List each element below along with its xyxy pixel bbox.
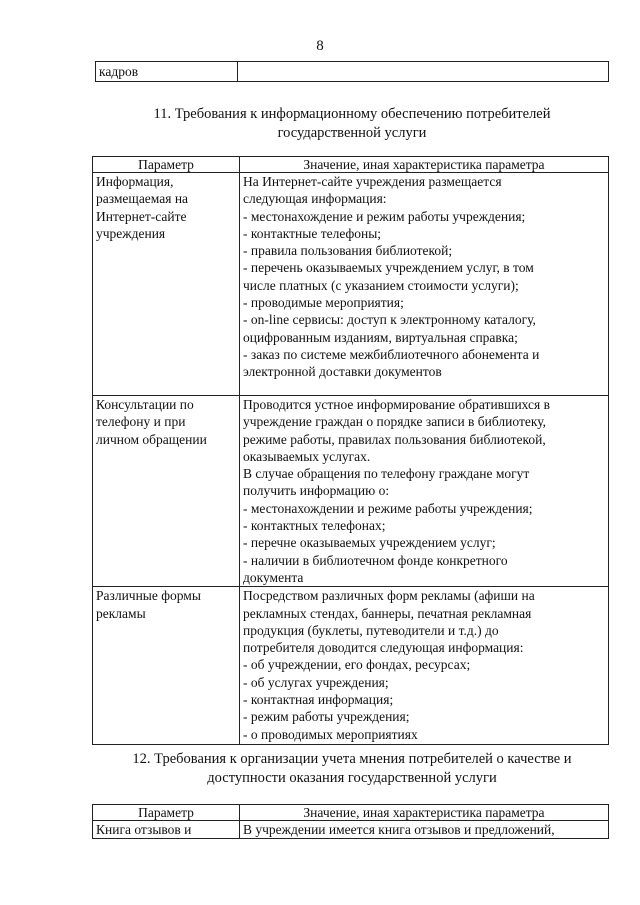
cell-line: получить информацию о:	[243, 483, 390, 499]
cell-line: продукция (буклеты, путеводители и т.д.) до	[243, 622, 499, 638]
heading-line: 11. Требования к информационному обеспечению потребителей	[153, 106, 551, 122]
table-row	[93, 396, 609, 587]
cell-line: электронной доставки документов	[243, 364, 442, 380]
page-number: 8	[316, 38, 324, 54]
cell-line: В случае обращения по телефону граждане могут	[243, 466, 530, 482]
cell-line: учреждения	[96, 225, 166, 241]
cell-line: режиме работы, правилах пользования библиотекой,	[243, 431, 546, 447]
heading-line: государственной услуги	[277, 125, 427, 141]
param-cell: Книга отзывов и	[93, 821, 240, 839]
cell-line: Проводится устное информирование обратившихся в	[243, 397, 550, 412]
cell-line: - об учреждении, его фондах, ресурсах;	[243, 657, 471, 673]
cell-line: потребителя доводится следующая информация:	[243, 640, 524, 656]
column-header-value: Значение, иная характеристика параметра	[240, 157, 609, 173]
table-row	[93, 587, 609, 745]
cell-line: Консультации по	[96, 397, 194, 412]
param-cell	[93, 587, 240, 745]
cell-line: - контактные телефоны;	[243, 225, 382, 241]
table-cell: кадров	[96, 62, 238, 82]
cell-line: рекламы	[96, 605, 146, 621]
info-requirements-table	[92, 156, 609, 745]
param-cell	[93, 173, 240, 396]
cell-line: - наличии в библиотечном фонде конкретного	[243, 552, 508, 568]
cell-line: - контактных телефонах;	[243, 518, 386, 534]
column-header-param: Параметр	[93, 157, 240, 173]
column-header-param: Параметр	[93, 805, 240, 821]
table-header-row	[93, 157, 609, 173]
cell-line: На Интернет-сайте учреждения размещается	[243, 174, 502, 189]
cell-line: - перечень оказываемых учреждением услуг, в том	[243, 260, 534, 276]
cell-line: - on-line сервисы: доступ к электронному каталогу,	[243, 312, 536, 328]
cell-line: - заказ по системе межбиблиотечного абонемента и	[243, 346, 540, 362]
cell-line: - о проводимых мероприятиях	[243, 726, 418, 742]
value-cell	[240, 173, 609, 396]
cell-line: документа	[243, 569, 304, 585]
cell-line: - контактная информация;	[243, 692, 394, 708]
cell-line: личном обращении	[96, 431, 207, 447]
cell-line: телефону и при	[96, 414, 186, 430]
table-row	[96, 62, 609, 82]
cell-line: - режим работы учреждения;	[243, 709, 410, 725]
section-12-heading	[95, 750, 609, 788]
heading-line: доступности оказания государственной услуги	[207, 770, 497, 786]
table-header-row	[93, 805, 609, 821]
cell-line: оцифрованным изданиям, виртуальная справка;	[243, 329, 518, 345]
cell-line: Посредством различных форм рекламы (афиши на	[243, 588, 535, 604]
value-cell	[240, 396, 609, 587]
cell-line: - перечне оказываемых учреждением услуг;	[243, 535, 496, 551]
cell-line: Различные формы	[96, 588, 201, 604]
cell-line: - об услугах учреждения;	[243, 674, 389, 690]
heading-line: 12. Требования к организации учета мнения потребителей о качестве и	[132, 751, 572, 767]
cell-line: числе платных (с указанием стоимости услуги);	[243, 277, 519, 293]
cell-line: оказываемых услугах.	[243, 448, 371, 464]
previous-table-tail	[95, 61, 609, 82]
value-cell: В учреждении имеется книга отзывов и предложений,	[240, 821, 609, 839]
value-cell	[240, 587, 609, 745]
cell-line: - правила пользования библиотекой;	[243, 243, 453, 259]
param-cell	[93, 396, 240, 587]
cell-line: - местонахождении и режиме работы учреждения;	[243, 500, 533, 516]
feedback-requirements-table	[92, 804, 609, 839]
column-header-value: Значение, иная характеристика параметра	[240, 805, 609, 821]
cell-line: Интернет-сайте	[96, 208, 187, 224]
cell-line: рекламных стендах, баннеры, печатная рекламная	[243, 605, 532, 621]
section-11-heading	[95, 105, 609, 143]
table-row	[93, 173, 609, 396]
cell-line: размещаемая на	[96, 191, 189, 207]
cell-line: - проводимые мероприятия;	[243, 295, 404, 311]
cell-line: - местонахождение и режим работы учреждения;	[243, 208, 526, 224]
cell-line: Информация,	[96, 174, 174, 189]
cell-line: следующая информация:	[243, 191, 387, 207]
cell-line: учреждение граждан о порядке записи в библиотеку,	[243, 414, 546, 430]
table-cell	[238, 62, 609, 82]
table-row	[93, 821, 609, 839]
